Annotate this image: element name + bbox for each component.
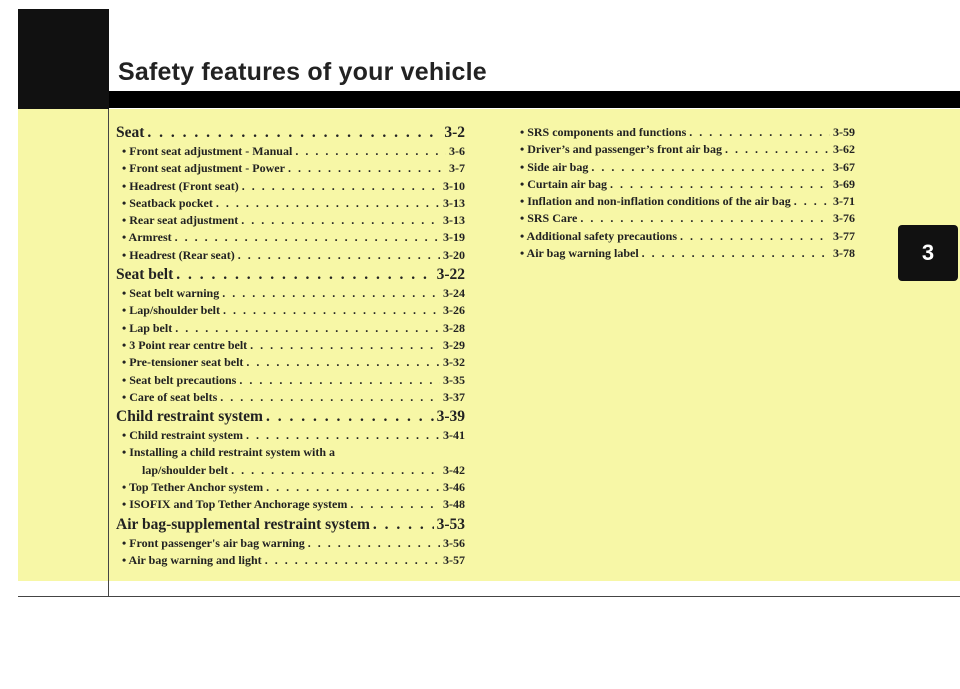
page-title: Safety features of your vehicle	[118, 58, 487, 86]
toc-entry[interactable]	[116, 247, 465, 264]
toc-entry-title: • Additional safety precautions	[520, 228, 677, 243]
toc-dot-leader	[350, 496, 440, 513]
toc-entry-title: • Air bag warning and light	[122, 552, 262, 567]
toc-entry-title: • ISOFIX and Top Tether Anchorage system	[122, 497, 348, 512]
toc-entry-title: • Front seat adjustment - Manual	[122, 144, 293, 158]
toc-entry[interactable]	[116, 320, 465, 337]
toc-entry-title: • SRS components and functions	[520, 125, 687, 139]
toc-entry[interactable]	[514, 124, 855, 141]
toc-page-number: 3-22	[436, 266, 465, 284]
toc-entry-title: • Inflation and non-inflation conditions of the air bag	[520, 194, 791, 209]
toc-entry-title: • Lap/shoulder belt	[122, 303, 221, 318]
toc-dot-leader	[642, 245, 830, 262]
toc-entry[interactable]	[514, 193, 855, 210]
toc-page-number: 3-13	[443, 195, 465, 210]
toc-dot-leader	[689, 124, 830, 141]
toc-page-number: 3-13	[443, 213, 465, 228]
toc-page-number: 3-53	[436, 515, 465, 533]
toc-entry-title: • Care of seat belts	[122, 389, 218, 404]
chapter-tab-block	[18, 9, 109, 109]
toc-entry[interactable]	[514, 210, 855, 227]
toc-page-number: 3-2	[444, 124, 465, 141]
toc-page-number: 3-42	[443, 462, 465, 477]
toc-section-entry[interactable]	[116, 264, 465, 285]
toc-entry[interactable]	[116, 535, 465, 552]
toc-section-entry[interactable]	[116, 514, 465, 535]
toc-dot-leader	[725, 141, 830, 158]
toc-dot-leader	[288, 160, 446, 177]
toc-dot-leader	[591, 159, 830, 176]
toc-entry-title: • Top Tether Anchor system	[122, 480, 264, 495]
toc-page-number: 3-37	[443, 389, 465, 404]
toc-entry[interactable]	[116, 285, 465, 302]
toc-dot-leader	[239, 372, 440, 389]
toc-page-number: 3-48	[443, 497, 465, 512]
toc-dot-leader	[223, 302, 440, 319]
toc-page-number: 3-32	[443, 355, 465, 370]
toc-entry-title: • Seat belt precautions	[122, 372, 237, 387]
left-margin-rule	[108, 109, 109, 596]
toc-page-number: 3-29	[443, 337, 465, 352]
toc-page-number: 3-76	[833, 211, 855, 226]
toc-entry-title: • Seatback pocket	[122, 195, 213, 210]
toc-page-number: 3-6	[449, 144, 465, 158]
toc-dot-leader	[794, 193, 830, 210]
toc-dot-leader	[610, 176, 830, 193]
toc-entry[interactable]	[116, 195, 465, 212]
toc-dot-leader	[308, 535, 440, 552]
toc-entry-title: • SRS Care	[520, 211, 578, 226]
toc-entry[interactable]	[116, 444, 465, 461]
toc-page-number: 3-56	[443, 535, 465, 550]
toc-entry-title: Seat	[116, 124, 145, 141]
toc-entry-title: • Child restraint system	[122, 428, 243, 443]
toc-entry[interactable]	[116, 302, 465, 319]
toc-page-number: 3-71	[833, 194, 855, 209]
toc-entry-title: • Headrest (Rear seat)	[122, 247, 235, 262]
toc-dot-leader	[265, 552, 440, 569]
toc-entry-title: • Installing a child restraint system with a	[122, 445, 335, 460]
toc-entry-title: • Front passenger's air bag warning	[122, 535, 305, 550]
toc-dot-leader	[175, 229, 440, 246]
toc-dot-leader	[241, 212, 440, 229]
toc-page-number: 3-10	[443, 178, 465, 193]
toc-dot-leader	[222, 285, 440, 302]
toc-page-number: 3-78	[833, 246, 855, 261]
toc-entry-title: • Lap belt	[122, 320, 173, 335]
toc-page-number: 3-35	[443, 372, 465, 387]
toc-entry[interactable]	[514, 141, 855, 158]
toc-right-column	[514, 124, 855, 262]
toc-page-number: 3-46	[443, 480, 465, 495]
toc-left-column	[116, 122, 465, 569]
toc-entry[interactable]	[514, 176, 855, 193]
toc-entry-title: Air bag-supplemental restraint system	[116, 515, 370, 533]
toc-entry-title: • Air bag warning label	[520, 246, 639, 261]
toc-entry[interactable]	[514, 245, 855, 262]
toc-entry-title: • Pre-tensioner seat belt	[122, 355, 244, 370]
toc-dot-leader	[266, 406, 434, 427]
toc-entry-title: • Curtain air bag	[520, 176, 607, 191]
bottom-rule	[18, 596, 960, 597]
toc-page-number: 3-7	[449, 161, 465, 176]
toc-dot-leader	[246, 427, 440, 444]
toc-dot-leader	[175, 320, 440, 337]
toc-dot-leader	[242, 178, 440, 195]
toc-entry[interactable]	[116, 479, 465, 496]
toc-page-number: 3-77	[833, 228, 855, 243]
toc-dot-leader	[220, 389, 440, 406]
toc-entry-title: lap/shoulder belt	[142, 462, 229, 477]
toc-dot-leader	[680, 228, 830, 245]
toc-page-number: 3-26	[443, 303, 465, 318]
toc-entry-title: • 3 Point rear centre belt	[122, 337, 248, 352]
toc-entry[interactable]	[116, 143, 465, 160]
toc-dot-leader	[176, 264, 433, 285]
toc-entry[interactable]	[116, 496, 465, 513]
toc-dot-leader	[580, 210, 830, 227]
toc-page-number: 3-67	[833, 159, 855, 174]
toc-entry[interactable]	[116, 427, 465, 444]
toc-section-entry[interactable]	[116, 406, 465, 427]
toc-entry-title: Seat belt	[116, 266, 174, 284]
toc-entry[interactable]	[116, 552, 465, 569]
toc-page-number: 3-41	[443, 428, 465, 443]
toc-page-number: 3-24	[443, 286, 465, 301]
toc-dot-leader	[147, 122, 441, 143]
toc-entry[interactable]	[116, 354, 465, 371]
toc-entry-title: • Rear seat adjustment	[122, 213, 239, 228]
toc-page-number: 3-69	[833, 176, 855, 191]
toc-entry[interactable]	[116, 372, 465, 389]
toc-dot-leader	[231, 462, 440, 479]
toc-page-number: 3-28	[443, 320, 465, 335]
header-rule	[109, 91, 960, 108]
toc-page-number: 3-39	[436, 408, 465, 426]
toc-dot-leader	[373, 514, 434, 535]
toc-entry[interactable]	[514, 228, 855, 245]
toc-dot-leader	[238, 247, 440, 264]
toc-entry-title: • Headrest (Front seat)	[122, 178, 239, 193]
toc-dot-leader	[216, 195, 440, 212]
toc-entry[interactable]	[116, 212, 465, 229]
toc-entry[interactable]	[116, 337, 465, 354]
toc-entry[interactable]	[116, 389, 465, 406]
toc-entry-title: Child restraint system	[116, 408, 263, 426]
toc-entry-title: • Driver’s and passenger’s front air bag	[520, 142, 722, 157]
toc-page-number: 3-59	[833, 125, 855, 139]
chapter-number-badge: 3	[898, 225, 958, 281]
toc-dot-leader	[246, 354, 440, 371]
toc-section-entry[interactable]	[116, 122, 465, 143]
toc-entry[interactable]	[116, 178, 465, 195]
toc-page-number: 3-19	[443, 230, 465, 245]
toc-entry[interactable]	[116, 229, 465, 246]
toc-dot-leader	[250, 337, 440, 354]
toc-entry-title: • Armrest	[122, 230, 172, 245]
toc-entry-title: • Seat belt warning	[122, 286, 220, 301]
toc-page-number: 3-57	[443, 552, 465, 567]
toc-entry[interactable]	[116, 160, 465, 177]
toc-entry[interactable]	[514, 159, 855, 176]
toc-page-number: 3-62	[833, 142, 855, 157]
toc-dot-leader	[266, 479, 440, 496]
toc-entry-title: • Side air bag	[520, 159, 589, 174]
toc-entry-title: • Front seat adjustment - Power	[122, 161, 285, 176]
toc-dot-leader	[295, 143, 446, 160]
toc-entry[interactable]	[116, 462, 465, 479]
toc-page-number: 3-20	[443, 247, 465, 262]
